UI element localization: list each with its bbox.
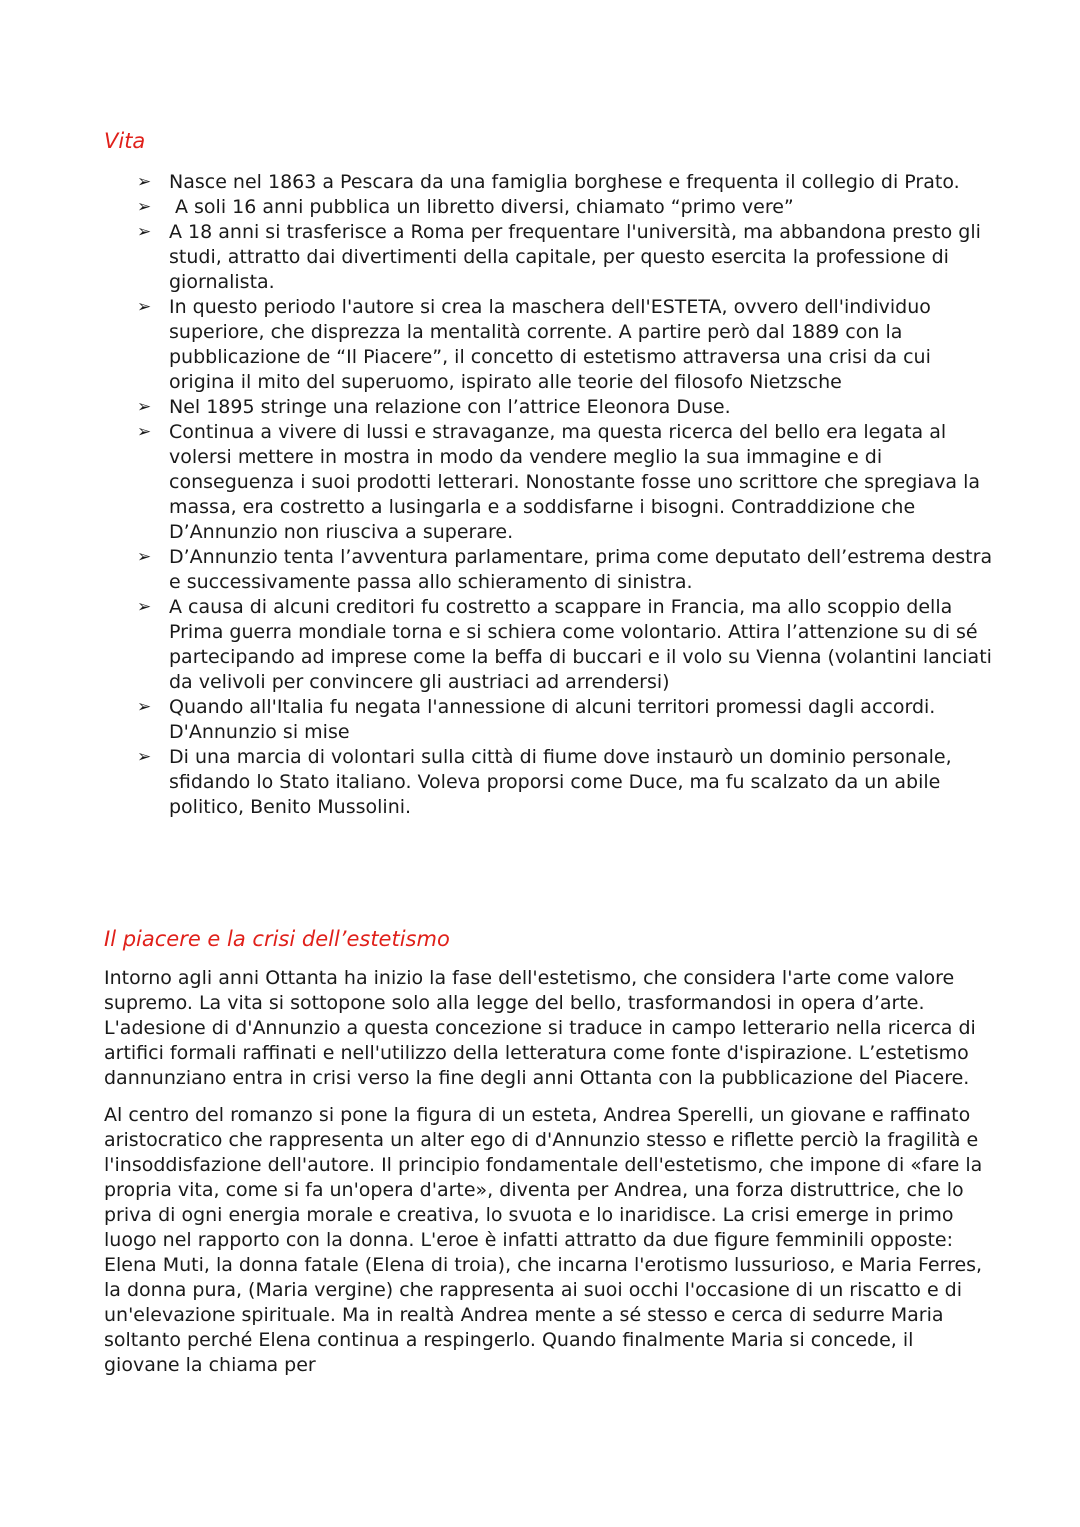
list-item-text: A causa di alcuni creditori fu costretto a scappare in Francia, ma allo scoppio della Prima guerra mondiale torna e si schiera come volontario. Attira l’attenzione su di sé partecipando ad imprese come la beffa di buccari e il volo su Vienna (volantini lanciati da velivoli per convincere gli austriaci ad arrendersi) xyxy=(169,596,992,693)
paragraph: Al centro del romanzo si pone la figura di un esteta, Andrea Sperelli, un giovane e raffinato aristocratico che rappresenta un alter ego di d'Annunzio stesso e riflette perciò la fragilità e l'insoddisfazione dell'autore. Il principio fondamentale dell'estetismo, che impone di «fare la propria vita, come si fa un'opera d'arte», diventa per Andrea, una forza distruttrice, che lo priva di ogni energia morale e creativa, lo svuota e lo inaridisce. La crisi emerge in primo luogo nel rapporto con la donna. L'eroe è infatti attratto da due figure femminili opposte: Elena Muti, la donna fatale (Elena di troia), che incarna l'erotismo lussurioso, e Maria Ferres, la donna pura, (Maria vergine) che rappresenta ai suoi occhi l'occasione di un riscatto e di un'elevazione spirituale. Ma in realtà Andrea mente a sé stesso e cerca di sedurre Maria soltanto perché Elena continua a respingerlo. Quando finalmente Maria si concede, il giovane la chiama per xyxy=(104,1104,983,1376)
list-item-text: Continua a vivere di lussi e stravaganze, ma questa ricerca del bello era legata al volersi mettere in mostra in modo da vendere meglio la sua immagine e di conseguenza i suoi prodotti letterari. Nonostante fosse uno scrittore che spregiava la massa, era costretto a lusingarla e a soddisfarne i bisogni. Contraddizione che D’Annunzio non riusciva a superare. xyxy=(169,421,981,543)
arrow-bullet-icon: ➢ xyxy=(137,697,152,717)
list-item-text: Nasce nel 1863 a Pescara da una famiglia borghese e frequenta il collegio di Prato. xyxy=(169,171,960,193)
arrow-bullet-icon: ➢ xyxy=(137,297,152,317)
list-item xyxy=(0,745,1000,820)
arrow-bullet-icon: ➢ xyxy=(137,222,152,242)
list-item xyxy=(0,595,1000,695)
list-item-text: In questo periodo l'autore si crea la maschera dell'ESTETA, ovvero dell'individuo superiore, che disprezza la mentalità corrente. A partire però dal 1889 con la pubblicazione de “Il Piacere”, il concetto di estetismo attraversa una crisi da cui origina il mito del superuomo, ispirato alle teorie del filosofo Nietzsche xyxy=(169,296,931,393)
list-item-text: A 18 anni si trasferisce a Roma per frequentare l'università, ma abbandona presto gli studi, attratto dai divertimenti della capitale, per questo esercita la professione di giornalista. xyxy=(169,221,981,293)
arrow-bullet-icon: ➢ xyxy=(137,547,152,567)
piacere-body xyxy=(104,966,984,1390)
list-item-text: Quando all'Italia fu negata l'annessione di alcuni territori promessi dagli accordi. D'Annunzio si mise xyxy=(169,696,936,743)
arrow-bullet-icon: ➢ xyxy=(137,747,152,767)
list-item xyxy=(0,220,1000,295)
list-item xyxy=(0,170,1000,195)
arrow-bullet-icon: ➢ xyxy=(137,597,152,617)
list-item xyxy=(0,195,1000,220)
list-item xyxy=(0,695,1000,745)
section-title-vita: Vita xyxy=(104,129,146,153)
vita-bullet-list xyxy=(0,170,1000,820)
arrow-bullet-icon: ➢ xyxy=(137,422,152,442)
list-item-text: A soli 16 anni pubblica un libretto diversi, chiamato “primo vere” xyxy=(175,196,794,218)
arrow-bullet-icon: ➢ xyxy=(137,397,152,417)
list-item-text: D’Annunzio tenta l’avventura parlamentare, prima come deputato dell’estrema destra e successivamente passa allo schieramento di sinistra. xyxy=(169,546,993,593)
section-title-piacere: Il piacere e la crisi dell’estetismo xyxy=(104,927,450,951)
list-item xyxy=(0,420,1000,545)
arrow-bullet-icon: ➢ xyxy=(137,172,152,192)
arrow-bullet-icon: ➢ xyxy=(137,197,152,217)
list-item xyxy=(0,545,1000,595)
list-item xyxy=(0,295,1000,395)
list-item-text: Di una marcia di volontari sulla città di fiume dove instaurò un dominio personale, sfidando lo Stato italiano. Voleva proporsi come Duce, ma fu scalzato da un abile politico, Benito Mussolini. xyxy=(169,746,952,818)
list-item xyxy=(0,395,1000,420)
paragraph: Intorno agli anni Ottanta ha inizio la fase dell'estetismo, che considera l'arte come valore supremo. La vita si sottopone solo alla legge del bello, trasformandosi in opera d’arte. L'adesione di d'Annunzio a questa concezione si traduce in campo letterario nella ricerca di artifici formali raffinati e nell'utilizzo della letteratura come fonte d'ispirazione. L’estetismo dannunziano entra in crisi verso la fine degli anni Ottanta con la pubblicazione del Piacere. xyxy=(104,967,976,1089)
list-item-text: Nel 1895 stringe una relazione con l’attrice Eleonora Duse. xyxy=(169,396,731,418)
